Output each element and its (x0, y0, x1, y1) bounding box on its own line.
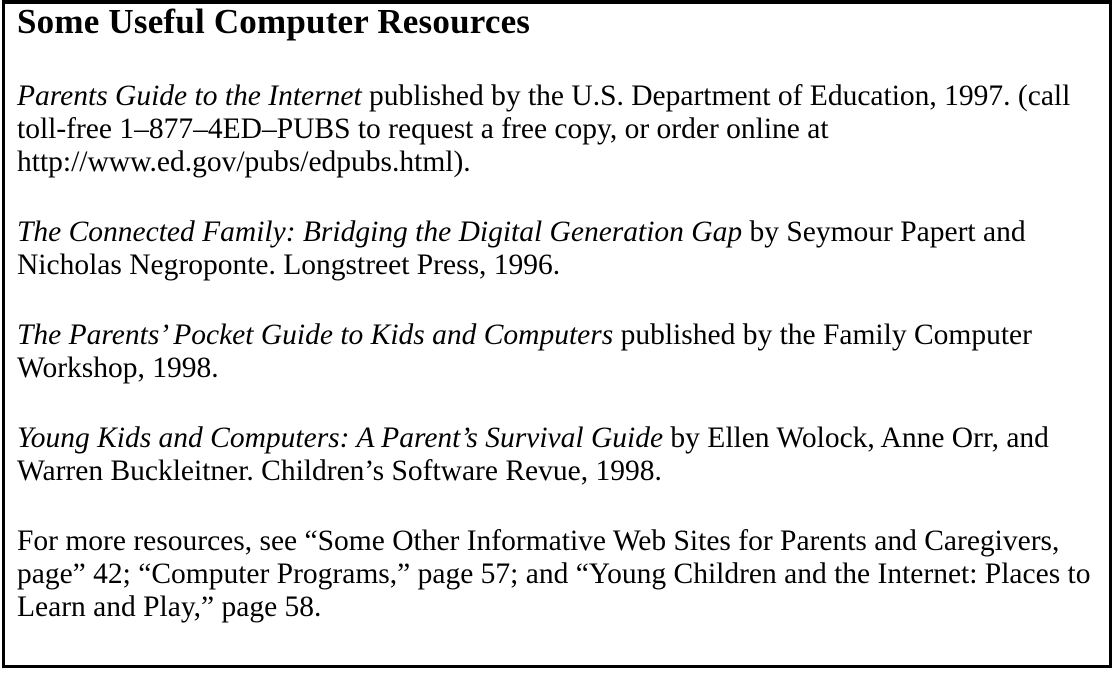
box-heading: Some Useful Computer Resources (17, 2, 531, 41)
resource-entry (17, 216, 1095, 282)
resource-title: Young Kids and Computers: A Parent’s Survival Guide (17, 422, 664, 454)
resource-entry (17, 422, 1095, 488)
resource-details: by Seymour Papert and Nicholas Negroponte. Longstreet Press, 1996. (17, 216, 1026, 281)
cross-reference-note: For more resources, see “Some Other Informative Web Sites for Parents and Caregivers, page” 42; “Computer Programs,” page 57; and “Young Children and the Internet: Places to Learn and Play,” page 58. (17, 525, 1091, 623)
resource-title: The Parents’ Pocket Guide to Kids and Computers (17, 319, 614, 351)
resource-details: published by the U.S. Department of Education, 1997. (call toll-free 1–877–4ED–PUBS to request a free copy, or order online at http://www.ed.gov/pubs/edpubs.html). (17, 80, 1071, 178)
resource-details: published by the Family Computer Workshop, 1998. (17, 319, 1032, 384)
resource-details: by Ellen Wolock, Anne Orr, and Warren Buckleitner. Children’s Software Revue, 1998. (17, 422, 1049, 487)
resources-box (2, 0, 1112, 668)
resource-title: Parents Guide to the Internet (17, 80, 362, 112)
resource-title: The Connected Family: Bridging the Digital Generation Gap (17, 216, 743, 248)
resource-entry (17, 319, 1095, 385)
resource-entry (17, 80, 1095, 179)
